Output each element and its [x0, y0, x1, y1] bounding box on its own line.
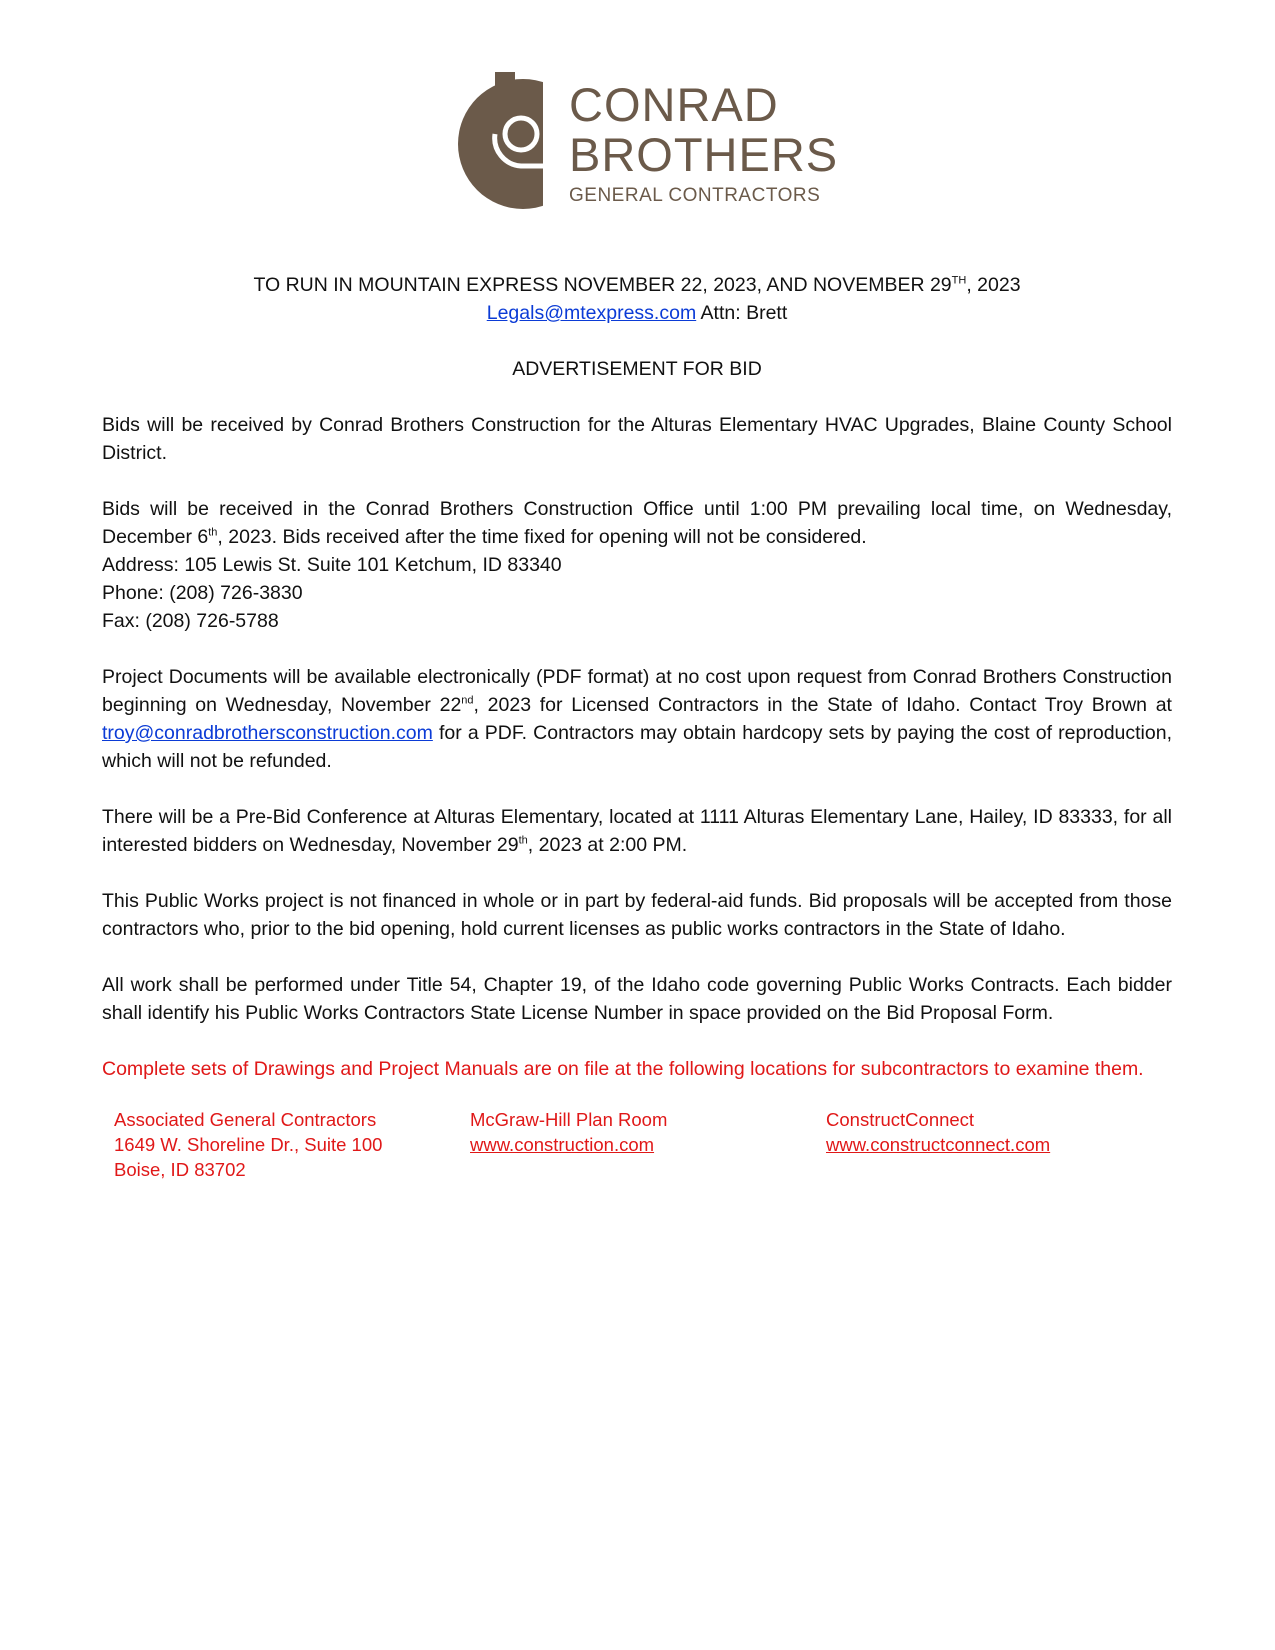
pre-bid-text-end: , 2023 at 2:00 PM. [527, 834, 688, 856]
pre-bid-text: There will be a Pre-Bid Conference at Alturas Elementary, located at 1111 Alturas Elementary Lane, Hailey, ID 83333, for all interested bidders on Wednesday, November 29 [102, 806, 1172, 856]
pre-bid-sup: th [518, 834, 528, 847]
attn-text: Attn: Brett [696, 302, 788, 324]
paragraph-idaho-code: All work shall be performed under Title 54, Chapter 19, of the Idaho code governing Public Works Contracts. Each bidder shall identify his Public Works Contractors State License Number in space provided on the Bid Proposal Form. [102, 974, 1172, 1024]
location-constructconnect [826, 1107, 1156, 1182]
office-address: Address: 105 Lewis St. Suite 101 Ketchum, ID 83340 [102, 554, 562, 576]
documents-text: Project Documents will be available electronically (PDF format) at no cost upon request from Conrad Brothers Construction beginning on Wednesday, November 22 [102, 666, 1172, 716]
deadline-text: Bids will be received in the Conrad Brothers Construction Office until 1:00 PM prevailing local time, on Wednesday, December 6 [102, 498, 1172, 548]
logo-line-2: BROTHERS [569, 128, 839, 181]
documents-sup: nd [461, 694, 474, 707]
logo-mark-icon [455, 72, 565, 212]
page-title: ADVERTISEMENT FOR BID [512, 358, 762, 380]
advertisement-document [102, 271, 1172, 1182]
run-notice-year: , 2023 [966, 274, 1021, 296]
location-agc [114, 1107, 470, 1182]
run-notice-text: TO RUN IN MOUNTAIN EXPRESS NOVEMBER 22, 2023, AND NOVEMBER 29 [253, 274, 952, 296]
legals-email-link[interactable]: Legals@mtexpress.com [486, 302, 697, 324]
office-fax: Fax: (208) 726-5788 [102, 610, 279, 632]
documents-text-end: for a PDF. Contractors may obtain hardcopy sets by paying the cost of reproduction, which will not be refunded. [102, 722, 1172, 772]
logo-line-3: GENERAL CONTRACTORS [569, 185, 821, 206]
company-logo [455, 72, 839, 217]
plan-locations [114, 1107, 1172, 1182]
contact-line [102, 299, 1172, 327]
logo-line-1: CONRAD [569, 78, 779, 131]
paragraph-project-documents [102, 663, 1172, 775]
documents-text-mid: , 2023 for Licensed Contractors in the State of Idaho. Contact Troy Brown at [473, 694, 1172, 716]
mcgraw-url-link[interactable]: www.construction.com [470, 1134, 655, 1155]
location-mcgraw-hill [470, 1107, 826, 1182]
office-phone: Phone: (208) 726-3830 [102, 582, 303, 604]
run-notice-sup: TH [951, 274, 967, 287]
agc-city: Boise, ID 83702 [114, 1159, 246, 1180]
cc-name: ConstructConnect [826, 1109, 975, 1130]
troy-email-link[interactable]: troy@conradbrothersconstruction.com [102, 722, 433, 744]
paragraph-public-works: This Public Works project is not financed in whole or in part by federal-aid funds. Bid proposals will be accepted from those contractors who, prior to the bid opening, hold current licenses as public works contractors in the State of Idaho. [102, 890, 1172, 940]
cc-url-link[interactable]: www.constructconnect.com [826, 1134, 1051, 1155]
paragraph-pre-bid [102, 803, 1172, 859]
run-notice [102, 271, 1172, 299]
paragraph-deadline [102, 495, 1172, 551]
agc-street: 1649 W. Shoreline Dr., Suite 100 [114, 1134, 383, 1155]
mcgraw-name: McGraw-Hill Plan Room [470, 1109, 668, 1130]
paragraph-plan-locations: Complete sets of Drawings and Project Manuals are on file at the following locations for subcontractors to examine them. [102, 1058, 1144, 1080]
agc-name: Associated General Contractors [114, 1109, 377, 1130]
deadline-sup: th [208, 526, 218, 539]
paragraph-bids-received: Bids will be received by Conrad Brothers Construction for the Alturas Elementary HVAC Upgrades, Blaine County School District. [102, 414, 1172, 464]
deadline-text-end: , 2023. Bids received after the time fixed for opening will not be considered. [217, 526, 867, 548]
